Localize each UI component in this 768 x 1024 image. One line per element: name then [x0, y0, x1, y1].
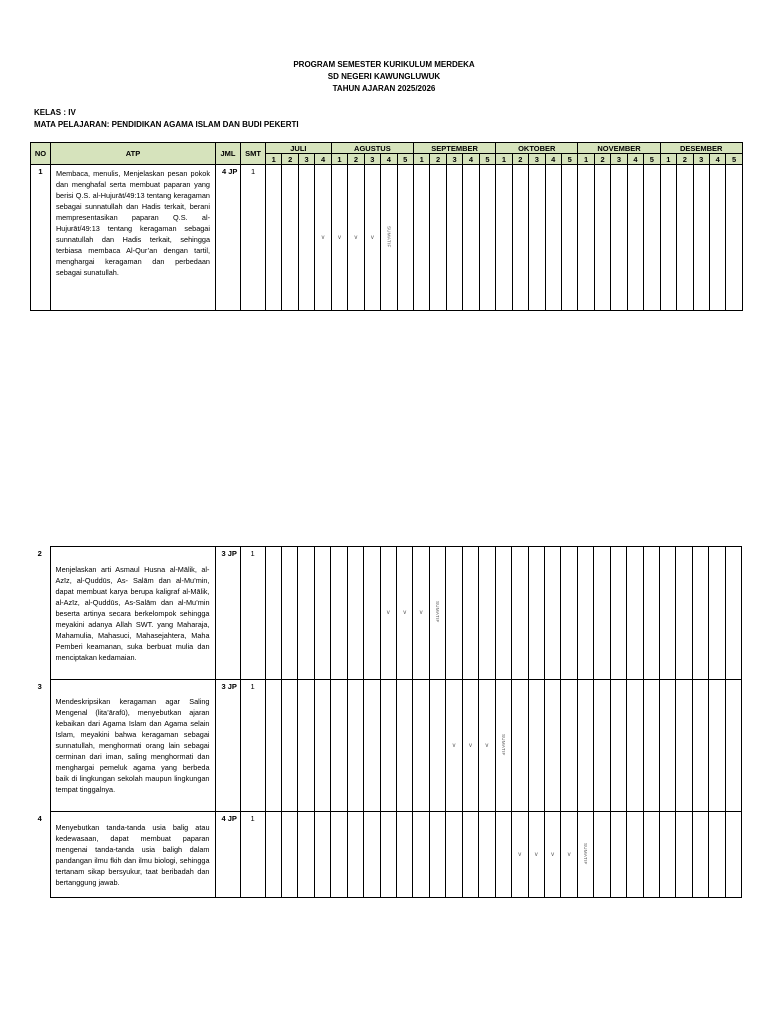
atp-text: Menjelaskan arti Asmaul Husna al-Mālik, al-Azīz, al-Quddūs, As- Salām dan al-Mu’min, dapat membuat karya berupa kaligraf al-Mālik, al-Azīz, al-Quddūs, As-Salām dan al-Mu’min beserta artinya secara berkelompok sehingga meyakini adanya Allah SWT. yang Maharaja, Mahamulia, Mahasuci, Mahasejahtera, Maha Pemberi keamanan, suka berbuat mulia dan menciptakan kedamaian. — [50, 547, 215, 680]
week-cell — [446, 812, 462, 898]
week-cell — [446, 680, 462, 812]
week-cell — [282, 165, 298, 311]
check-mark: v — [452, 742, 456, 749]
week-cell — [413, 680, 429, 812]
week-cell — [281, 680, 297, 812]
jml-value: 4 JP — [216, 165, 241, 311]
week-cell — [677, 165, 693, 311]
week-cell — [709, 165, 725, 311]
check-mark: v — [403, 610, 407, 616]
jml-value: 4 JP — [215, 812, 240, 898]
row-number: 2 — [30, 547, 50, 680]
week-cell — [496, 165, 512, 311]
week-cell — [413, 547, 429, 680]
week-cell — [397, 680, 413, 812]
week-number-header: 1 — [578, 154, 594, 165]
check-mark: v — [386, 610, 390, 616]
week-number-header: 5 — [397, 154, 413, 165]
week-number-header: 5 — [479, 154, 495, 165]
week-cell — [594, 165, 610, 311]
atp-text: Membaca, menulis, Menjelaskan pesan pokok dan menghafal serta membuat paparan yang berisi Q.S. al-Hujurāt/49:13 tentang keragaman sebagai sunnatullah dan Hadis terkait, berani mempresentasikan paparan Q.S. al-Hujurāt/49:13 tentang keragaman sebagai sunnatullah dan Hadis terkait, sehingga terbiasa membaca Al-Qur’an dengan tartil, menghargai keragaman dan perbedaan sebagai sunatullah. — [51, 165, 216, 311]
week-cell — [380, 547, 396, 680]
jml-value: 3 JP — [215, 680, 240, 812]
kelas-label: KELAS : IV — [34, 108, 76, 117]
week-cell — [529, 165, 545, 311]
col-atp-header: ATP — [51, 143, 216, 165]
week-cell — [479, 547, 495, 680]
check-mark: v — [534, 851, 538, 858]
week-cell — [281, 812, 297, 898]
sumatif-label: SUMATIF — [386, 225, 392, 248]
week-cell — [315, 165, 331, 311]
week-cell — [266, 165, 282, 311]
week-number-header: 3 — [446, 154, 462, 165]
week-number-header: 4 — [627, 154, 643, 165]
week-cell — [610, 680, 626, 812]
week-cell — [676, 812, 692, 898]
week-number-header: 2 — [677, 154, 693, 165]
week-cell — [429, 812, 445, 898]
row-number: 3 — [30, 680, 50, 812]
smt-value: 1 — [240, 812, 265, 898]
week-cell — [726, 165, 742, 311]
week-number-header: 5 — [561, 154, 577, 165]
week-number-header: 5 — [726, 154, 742, 165]
week-cell — [281, 547, 297, 680]
week-cell — [676, 680, 692, 812]
check-mark: v — [370, 234, 374, 241]
week-cell — [644, 165, 660, 311]
week-cell — [660, 165, 676, 311]
sumatif-label: SUMATIF — [500, 733, 506, 756]
smt-value: 1 — [241, 165, 266, 311]
week-cell — [512, 680, 528, 812]
week-cell — [709, 680, 725, 812]
week-number-header: 3 — [364, 154, 380, 165]
week-number-header: 4 — [709, 154, 725, 165]
week-cell — [594, 812, 610, 898]
week-cell — [561, 812, 577, 898]
week-cell — [577, 680, 593, 812]
week-cell — [561, 547, 577, 680]
week-number-header: 1 — [331, 154, 347, 165]
check-mark: v — [551, 851, 555, 858]
schedule-table-top — [30, 142, 743, 311]
week-cell — [265, 680, 281, 812]
week-cell — [397, 165, 413, 311]
week-cell — [314, 547, 330, 680]
doc-title-line2: SD NEGERI KAWUNGLUWUK — [327, 72, 441, 81]
week-cell — [495, 680, 511, 812]
week-cell — [364, 812, 380, 898]
week-cell — [660, 680, 676, 812]
week-cell — [544, 812, 560, 898]
week-cell — [364, 680, 380, 812]
week-cell — [528, 680, 544, 812]
doc-meta — [34, 107, 299, 131]
week-cell — [725, 812, 741, 898]
week-cell — [479, 812, 495, 898]
check-mark: v — [485, 742, 489, 749]
week-cell — [298, 165, 314, 311]
week-cell — [314, 680, 330, 812]
week-cell — [725, 547, 741, 680]
month-header: OKTOBER — [496, 143, 578, 154]
week-cell — [298, 812, 314, 898]
week-cell — [660, 547, 676, 680]
week-cell — [692, 680, 708, 812]
week-cell — [544, 547, 560, 680]
week-number-header: 4 — [545, 154, 561, 165]
week-cell — [298, 547, 314, 680]
check-mark: v — [321, 234, 325, 241]
week-cell — [265, 547, 281, 680]
week-cell — [577, 812, 593, 898]
week-cell — [577, 547, 593, 680]
doc-title-line1: PROGRAM SEMESTER KURIKULUM MERDEKA — [293, 60, 475, 69]
week-cell — [627, 812, 643, 898]
week-cell — [512, 547, 528, 680]
row-number: 1 — [31, 165, 51, 311]
week-number-header: 2 — [594, 154, 610, 165]
jml-value: 3 JP — [215, 547, 240, 680]
week-cell — [397, 812, 413, 898]
week-cell — [380, 680, 396, 812]
week-cell — [265, 812, 281, 898]
week-cell — [610, 547, 626, 680]
week-number-header: 2 — [430, 154, 446, 165]
week-cell — [693, 165, 709, 311]
week-cell — [692, 812, 708, 898]
week-cell — [462, 812, 478, 898]
smt-value: 1 — [240, 680, 265, 812]
smt-value: 1 — [240, 547, 265, 680]
check-mark: v — [468, 742, 472, 749]
check-mark: v — [419, 610, 423, 616]
week-cell — [643, 547, 659, 680]
week-cell — [298, 680, 314, 812]
mapel-label: MATA PELAJARAN: PENDIDIKAN AGAMA ISLAM DAN BUDI PEKERTI — [34, 120, 299, 129]
week-number-header: 2 — [282, 154, 298, 165]
week-cell — [676, 547, 692, 680]
week-cell — [446, 547, 462, 680]
week-cell — [561, 680, 577, 812]
week-cell — [692, 547, 708, 680]
atp-text: Mendeskripsikan keragaman agar Saling Mengenal (lita’ārafū), menyebutkan ajaran kebaikan dari Agama Islam dan Agama selain Islam, meyakini bahwa keragaman sebagai sunnatullah, menghormati orang lain sebagai cerminan dari iman, saling menghormati dan menghargai pemeluk agama yang berbeda baik di lingkungan sekolah maupun lingkungan tempat tinggalnya. — [50, 680, 215, 812]
week-cell — [627, 165, 643, 311]
week-number-header: 1 — [266, 154, 282, 165]
week-cell — [380, 812, 396, 898]
doc-title — [0, 59, 768, 95]
week-cell — [462, 547, 478, 680]
week-number-header: 3 — [529, 154, 545, 165]
week-cell — [347, 547, 363, 680]
week-cell — [397, 547, 413, 680]
atp-text: Menyebutkan tanda-tanda usia balig atau kedewasaan, dapat membuat paparan mengenai tanda-tanda usia baligh dalam pandangan ilmu fkih dan ilmu biologi, sehingga tertanam sikap bersyukur, taat beribadah dan bertanggung jawab. — [50, 812, 215, 898]
week-cell — [381, 165, 397, 311]
week-cell — [611, 165, 627, 311]
week-cell — [610, 812, 626, 898]
row-number: 4 — [30, 812, 50, 898]
week-number-header: 1 — [660, 154, 676, 165]
week-cell — [463, 165, 479, 311]
week-cell — [643, 812, 659, 898]
week-cell — [561, 165, 577, 311]
week-cell — [479, 680, 495, 812]
schedule-table-bottom — [30, 546, 742, 898]
week-number-header: 3 — [693, 154, 709, 165]
week-number-header: 5 — [644, 154, 660, 165]
month-header: JULI — [266, 143, 332, 154]
sumatif-label: SUMATIF — [435, 601, 441, 623]
week-cell — [348, 165, 364, 311]
col-jml-header: JML — [216, 143, 241, 165]
week-cell — [430, 165, 446, 311]
check-mark: v — [354, 234, 358, 241]
week-cell — [314, 812, 330, 898]
sumatif-label: SUMATIF — [583, 842, 589, 865]
week-cell — [660, 812, 676, 898]
week-number-header: 1 — [496, 154, 512, 165]
month-header: AGUSTUS — [331, 143, 413, 154]
week-cell — [643, 680, 659, 812]
week-cell — [495, 812, 511, 898]
week-cell — [413, 812, 429, 898]
week-cell — [725, 680, 741, 812]
week-number-header: 1 — [413, 154, 429, 165]
check-mark: v — [567, 851, 571, 858]
week-cell — [578, 165, 594, 311]
week-cell — [709, 812, 725, 898]
week-number-header: 2 — [512, 154, 528, 165]
check-mark: v — [337, 234, 341, 241]
week-cell — [331, 812, 347, 898]
week-cell — [495, 547, 511, 680]
week-cell — [429, 680, 445, 812]
month-header: SEPTEMBER — [413, 143, 495, 154]
week-cell — [594, 680, 610, 812]
week-cell — [512, 812, 528, 898]
week-number-header: 2 — [348, 154, 364, 165]
week-cell — [429, 547, 445, 680]
col-no-header: NO — [31, 143, 51, 165]
week-cell — [462, 680, 478, 812]
week-cell — [347, 812, 363, 898]
week-cell — [364, 547, 380, 680]
week-cell — [331, 547, 347, 680]
col-smt-header: SMT — [241, 143, 266, 165]
week-cell — [347, 680, 363, 812]
week-number-header: 4 — [315, 154, 331, 165]
week-cell — [528, 812, 544, 898]
week-cell — [544, 680, 560, 812]
week-cell — [331, 165, 347, 311]
week-number-header: 3 — [611, 154, 627, 165]
week-number-header: 4 — [381, 154, 397, 165]
check-mark: v — [518, 851, 522, 858]
week-cell — [512, 165, 528, 311]
week-cell — [413, 165, 429, 311]
week-number-header: 4 — [463, 154, 479, 165]
week-cell — [331, 680, 347, 812]
week-cell — [545, 165, 561, 311]
week-cell — [627, 680, 643, 812]
week-cell — [528, 547, 544, 680]
week-cell — [446, 165, 462, 311]
week-cell — [479, 165, 495, 311]
week-cell — [594, 547, 610, 680]
week-cell — [709, 547, 725, 680]
doc-title-line3: TAHUN AJARAN 2025/2026 — [332, 84, 436, 93]
month-header: DESEMBER — [660, 143, 742, 154]
week-cell — [364, 165, 380, 311]
week-number-header: 3 — [298, 154, 314, 165]
week-cell — [627, 547, 643, 680]
month-header: NOVEMBER — [578, 143, 660, 154]
